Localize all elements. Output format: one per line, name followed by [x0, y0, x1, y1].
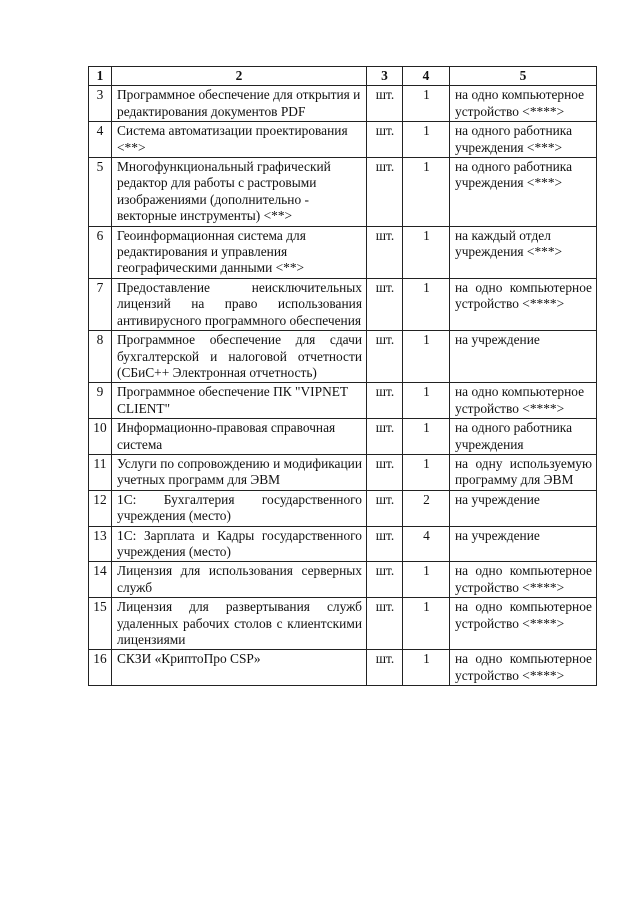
quantity: 1 — [403, 86, 450, 122]
norm: на одну используемую программу для ЭВМ — [450, 454, 597, 490]
quantity: 1 — [403, 331, 450, 383]
table-row — [89, 158, 597, 227]
unit: шт. — [367, 86, 403, 122]
row-number: 14 — [89, 562, 112, 598]
item-name: Лицензия для развертывания служб удаленных рабочих столов с клиентскими лицензиями — [112, 598, 367, 650]
row-number: 11 — [89, 454, 112, 490]
quantity: 1 — [403, 158, 450, 227]
item-name: Лицензия для использования серверных служб — [112, 562, 367, 598]
table-row — [89, 226, 597, 278]
norm: на одно компьютерное устройство <****> — [450, 86, 597, 122]
quantity: 2 — [403, 490, 450, 526]
row-number: 7 — [89, 278, 112, 330]
table-row — [89, 419, 597, 455]
header-col-1: 1 — [89, 67, 112, 86]
table-row — [89, 526, 597, 562]
header-col-5: 5 — [450, 67, 597, 86]
item-name: Программное обеспечение для сдачи бухгалтерской и налоговой отчетности (СБиС++ Электронная отчетность) — [112, 331, 367, 383]
row-number: 15 — [89, 598, 112, 650]
quantity: 4 — [403, 526, 450, 562]
norm: на одно компьютерное устройство <****> — [450, 383, 597, 419]
unit: шт. — [367, 454, 403, 490]
item-name: Услуги по сопровождению и модификации учетных программ для ЭВМ — [112, 454, 367, 490]
quantity: 1 — [403, 598, 450, 650]
header-col-4: 4 — [403, 67, 450, 86]
header-col-2: 2 — [112, 67, 367, 86]
table-row — [89, 598, 597, 650]
quantity: 1 — [403, 419, 450, 455]
norms-table — [88, 66, 597, 686]
item-name: Программное обеспечение для открытия и редактирования документов PDF — [112, 86, 367, 122]
header-col-3: 3 — [367, 67, 403, 86]
table-row — [89, 278, 597, 330]
item-name: Информационно-правовая справочная система — [112, 419, 367, 455]
row-number: 10 — [89, 419, 112, 455]
norm: на одно компьютерное устройство <****> — [450, 598, 597, 650]
table-row — [89, 86, 597, 122]
unit: шт. — [367, 122, 403, 158]
item-name: Система автоматизации проектирования <**> — [112, 122, 367, 158]
row-number: 6 — [89, 226, 112, 278]
quantity: 1 — [403, 650, 450, 686]
unit: шт. — [367, 419, 403, 455]
table-row — [89, 490, 597, 526]
table-row — [89, 650, 597, 686]
unit: шт. — [367, 383, 403, 419]
unit: шт. — [367, 226, 403, 278]
quantity: 1 — [403, 454, 450, 490]
row-number: 5 — [89, 158, 112, 227]
item-name: 1С: Бухгалтерия государственного учреждения (место) — [112, 490, 367, 526]
item-name: Предоставление неисключительных лицензий на право использования антивирусного программного обеспечения — [112, 278, 367, 330]
item-name: 1С: Зарплата и Кадры государственного учреждения (место) — [112, 526, 367, 562]
unit: шт. — [367, 158, 403, 227]
quantity: 1 — [403, 122, 450, 158]
quantity: 1 — [403, 226, 450, 278]
table-row — [89, 383, 597, 419]
table-row — [89, 562, 597, 598]
norm: на одного работника учреждения <***> — [450, 158, 597, 227]
row-number: 8 — [89, 331, 112, 383]
item-name: СКЗИ «КриптоПро CSP» — [112, 650, 367, 686]
unit: шт. — [367, 278, 403, 330]
unit: шт. — [367, 490, 403, 526]
row-number: 16 — [89, 650, 112, 686]
norm: на учреждение — [450, 526, 597, 562]
unit: шт. — [367, 650, 403, 686]
norm: на одно компьютерное устройство <****> — [450, 650, 597, 686]
quantity: 1 — [403, 383, 450, 419]
item-name: Многофункциональный графический редактор для работы с растровыми изображениями (дополнительно - векторные инструменты) <**> — [112, 158, 367, 227]
norm: на одно компьютерное устройство <****> — [450, 562, 597, 598]
table-row — [89, 454, 597, 490]
row-number: 13 — [89, 526, 112, 562]
norm: на одного работника учреждения — [450, 419, 597, 455]
table-row — [89, 331, 597, 383]
unit: шт. — [367, 562, 403, 598]
norm: на каждый отдел учреждения <***> — [450, 226, 597, 278]
norm: на учреждение — [450, 490, 597, 526]
row-number: 3 — [89, 86, 112, 122]
quantity: 1 — [403, 562, 450, 598]
row-number: 9 — [89, 383, 112, 419]
norm: на одно компьютерное устройство <****> — [450, 278, 597, 330]
header-row — [89, 67, 597, 86]
row-number: 4 — [89, 122, 112, 158]
table-row — [89, 122, 597, 158]
unit: шт. — [367, 598, 403, 650]
unit: шт. — [367, 526, 403, 562]
row-number: 12 — [89, 490, 112, 526]
quantity: 1 — [403, 278, 450, 330]
unit: шт. — [367, 331, 403, 383]
item-name: Программное обеспечение ПК "VIPNET CLIENT" — [112, 383, 367, 419]
norm: на одного работника учреждения <***> — [450, 122, 597, 158]
norm: на учреждение — [450, 331, 597, 383]
item-name: Геоинформационная система для редактирования и управления географическими данными <**> — [112, 226, 367, 278]
